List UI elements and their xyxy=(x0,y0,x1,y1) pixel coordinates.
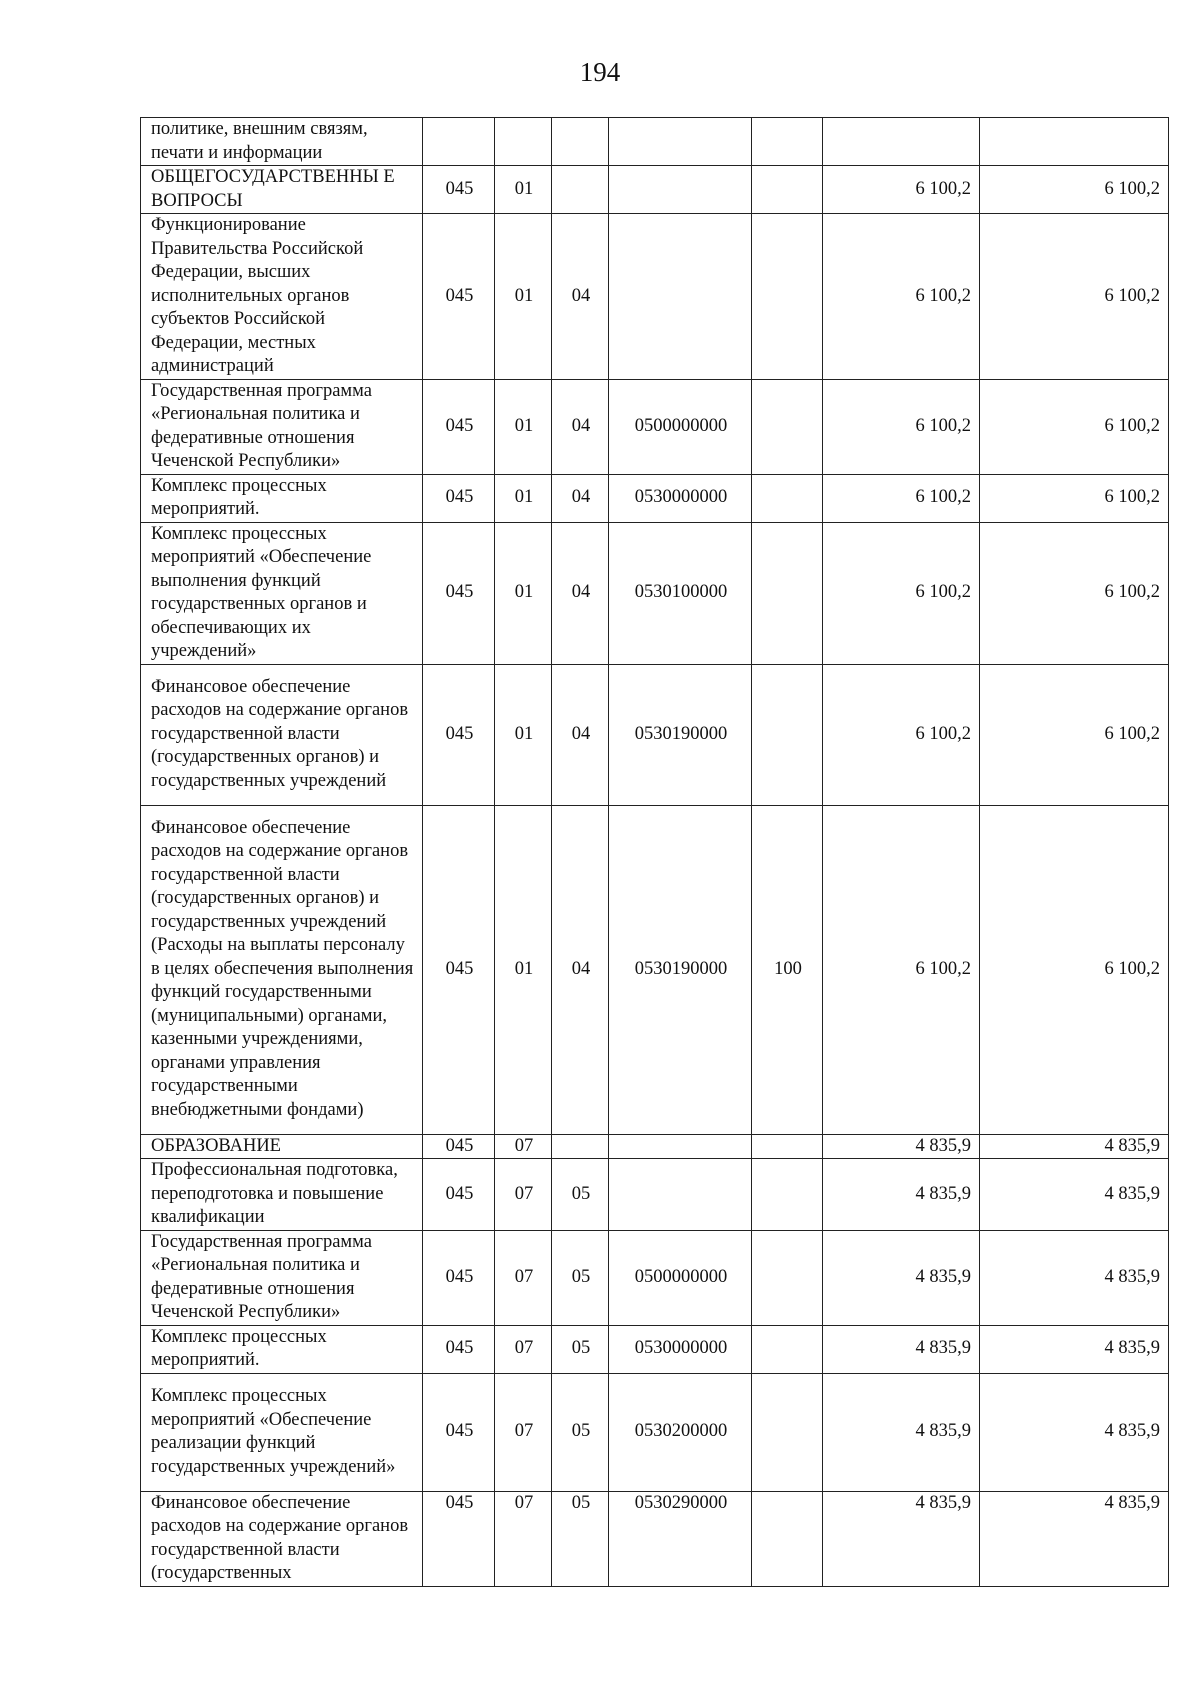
row-name-cell: Государственная программа «Региональная политика и федеративные отношения Чеченской Республики» xyxy=(141,1230,423,1325)
ved-cell: 045 xyxy=(423,1134,495,1159)
row-name-cell: Финансовое обеспечение расходов на содержание органов государственной власти (государственных органов) и государственных учреждений (Расходы на выплаты персоналу в целях обеспечения выполнения функций государственными (муниципальными) органами, казенными учреждениями, органами управления государственными внебюджетными фондами) xyxy=(141,805,423,1134)
ved-cell: 045 xyxy=(423,1491,495,1586)
csr-cell: 0530100000 xyxy=(609,522,752,664)
sum2-cell: 4 835,9 xyxy=(980,1491,1169,1586)
ved-cell xyxy=(423,118,495,166)
sum1-cell: 4 835,9 xyxy=(823,1134,980,1159)
ved-cell: 045 xyxy=(423,1159,495,1231)
pr-cell: 05 xyxy=(552,1373,609,1491)
pr-cell: 05 xyxy=(552,1159,609,1231)
row-name-cell: ОБЩЕГОСУДАРСТВЕННЫ Е ВОПРОСЫ xyxy=(141,166,423,214)
sum2-cell: 6 100,2 xyxy=(980,805,1169,1134)
ved-cell: 045 xyxy=(423,379,495,474)
row-name-cell: Профессиональная подготовка, переподготовка и повышение квалификации xyxy=(141,1159,423,1231)
vr-cell xyxy=(752,166,823,214)
table-row xyxy=(141,1230,1169,1325)
rz-cell: 01 xyxy=(495,379,552,474)
sum1-cell: 6 100,2 xyxy=(823,805,980,1134)
rz-cell: 01 xyxy=(495,805,552,1134)
table-row xyxy=(141,118,1169,166)
row-name-cell: ОБРАЗОВАНИЕ xyxy=(141,1134,423,1159)
pr-cell: 04 xyxy=(552,664,609,805)
csr-cell: 0530190000 xyxy=(609,805,752,1134)
pr-cell: 04 xyxy=(552,805,609,1134)
sum2-cell: 4 835,9 xyxy=(980,1325,1169,1373)
table-row xyxy=(141,1491,1169,1586)
row-name-cell: Функционирование Правительства Российской Федерации, высших исполнительных органов субъектов Российской Федерации, местных администраций xyxy=(141,214,423,380)
csr-cell xyxy=(609,1134,752,1159)
row-name-cell: Комплекс процессных мероприятий «Обеспечение реализации функций государственных учреждений» xyxy=(141,1373,423,1491)
ved-cell: 045 xyxy=(423,214,495,380)
table-row xyxy=(141,1373,1169,1491)
ved-cell: 045 xyxy=(423,805,495,1134)
sum1-cell: 6 100,2 xyxy=(823,474,980,522)
pr-cell xyxy=(552,118,609,166)
sum2-cell: 6 100,2 xyxy=(980,474,1169,522)
csr-cell: 0530000000 xyxy=(609,1325,752,1373)
pr-cell: 04 xyxy=(552,474,609,522)
page-number: 194 xyxy=(579,57,621,87)
rz-cell: 01 xyxy=(495,474,552,522)
row-name-cell: Комплекс процессных мероприятий «Обеспечение выполнения функций государственных органов и обеспечивающих их учреждений» xyxy=(141,522,423,664)
csr-cell xyxy=(609,166,752,214)
ved-cell: 045 xyxy=(423,522,495,664)
pr-cell: 05 xyxy=(552,1230,609,1325)
table-row xyxy=(141,1134,1169,1159)
row-name-cell: Комплекс процессных мероприятий. xyxy=(141,474,423,522)
ved-cell: 045 xyxy=(423,1373,495,1491)
sum1-cell: 4 835,9 xyxy=(823,1373,980,1491)
rz-cell: 07 xyxy=(495,1491,552,1586)
pr-cell xyxy=(552,166,609,214)
sum1-cell: 6 100,2 xyxy=(823,166,980,214)
rz-cell: 07 xyxy=(495,1230,552,1325)
csr-cell: 0500000000 xyxy=(609,1230,752,1325)
csr-cell: 0530000000 xyxy=(609,474,752,522)
pr-cell: 04 xyxy=(552,379,609,474)
ved-cell: 045 xyxy=(423,1230,495,1325)
table-row xyxy=(141,379,1169,474)
vr-cell xyxy=(752,214,823,380)
rz-cell: 07 xyxy=(495,1159,552,1231)
table-row xyxy=(141,474,1169,522)
table-row xyxy=(141,664,1169,805)
row-name-cell: Комплекс процессных мероприятий. xyxy=(141,1325,423,1373)
sum2-cell: 6 100,2 xyxy=(980,522,1169,664)
csr-cell xyxy=(609,214,752,380)
sum1-cell: 6 100,2 xyxy=(823,664,980,805)
sum1-cell: 6 100,2 xyxy=(823,379,980,474)
sum1-cell: 6 100,2 xyxy=(823,522,980,664)
sum2-cell: 4 835,9 xyxy=(980,1159,1169,1231)
rz-cell: 01 xyxy=(495,166,552,214)
table-row xyxy=(141,166,1169,214)
pr-cell: 05 xyxy=(552,1325,609,1373)
sum1-cell xyxy=(823,118,980,166)
pr-cell: 04 xyxy=(552,214,609,380)
rz-cell: 07 xyxy=(495,1325,552,1373)
ved-cell: 045 xyxy=(423,1325,495,1373)
vr-cell xyxy=(752,118,823,166)
sum2-cell: 4 835,9 xyxy=(980,1373,1169,1491)
vr-cell xyxy=(752,1373,823,1491)
ved-cell: 045 xyxy=(423,166,495,214)
sum2-cell: 6 100,2 xyxy=(980,166,1169,214)
rz-cell xyxy=(495,118,552,166)
rz-cell: 01 xyxy=(495,664,552,805)
sum1-cell: 4 835,9 xyxy=(823,1325,980,1373)
csr-cell: 0530290000 xyxy=(609,1491,752,1586)
csr-cell: 0530190000 xyxy=(609,664,752,805)
vr-cell xyxy=(752,474,823,522)
pr-cell: 05 xyxy=(552,1491,609,1586)
sum1-cell: 4 835,9 xyxy=(823,1230,980,1325)
pr-cell xyxy=(552,1134,609,1159)
pr-cell: 04 xyxy=(552,522,609,664)
table-row xyxy=(141,805,1169,1134)
sum2-cell: 6 100,2 xyxy=(980,664,1169,805)
sum2-cell: 6 100,2 xyxy=(980,379,1169,474)
csr-cell xyxy=(609,1159,752,1231)
sum1-cell: 6 100,2 xyxy=(823,214,980,380)
sum2-cell: 6 100,2 xyxy=(980,214,1169,380)
budget-table xyxy=(140,117,1169,1587)
table-row xyxy=(141,1325,1169,1373)
vr-cell: 100 xyxy=(752,805,823,1134)
csr-cell xyxy=(609,118,752,166)
vr-cell xyxy=(752,379,823,474)
rz-cell: 01 xyxy=(495,522,552,664)
row-name-cell: политике, внешним связям, печати и информации xyxy=(141,118,423,166)
ved-cell: 045 xyxy=(423,664,495,805)
csr-cell: 0500000000 xyxy=(609,379,752,474)
vr-cell xyxy=(752,1159,823,1231)
rz-cell: 07 xyxy=(495,1373,552,1491)
vr-cell xyxy=(752,1230,823,1325)
csr-cell: 0530200000 xyxy=(609,1373,752,1491)
table-row xyxy=(141,1159,1169,1231)
row-name-cell: Финансовое обеспечение расходов на содержание органов государственной власти (государственных xyxy=(141,1491,423,1586)
sum2-cell: 4 835,9 xyxy=(980,1134,1169,1159)
vr-cell xyxy=(752,522,823,664)
sum1-cell: 4 835,9 xyxy=(823,1491,980,1586)
table-row xyxy=(141,522,1169,664)
vr-cell xyxy=(752,1491,823,1586)
vr-cell xyxy=(752,1325,823,1373)
row-name-cell: Финансовое обеспечение расходов на содержание органов государственной власти (государственных органов) и государственных учреждений xyxy=(141,664,423,805)
table-row xyxy=(141,214,1169,380)
rz-cell: 01 xyxy=(495,214,552,380)
sum2-cell xyxy=(980,118,1169,166)
vr-cell xyxy=(752,1134,823,1159)
vr-cell xyxy=(752,664,823,805)
ved-cell: 045 xyxy=(423,474,495,522)
row-name-cell: Государственная программа «Региональная политика и федеративные отношения Чеченской Республики» xyxy=(141,379,423,474)
sum1-cell: 4 835,9 xyxy=(823,1159,980,1231)
sum2-cell: 4 835,9 xyxy=(980,1230,1169,1325)
rz-cell: 07 xyxy=(495,1134,552,1159)
